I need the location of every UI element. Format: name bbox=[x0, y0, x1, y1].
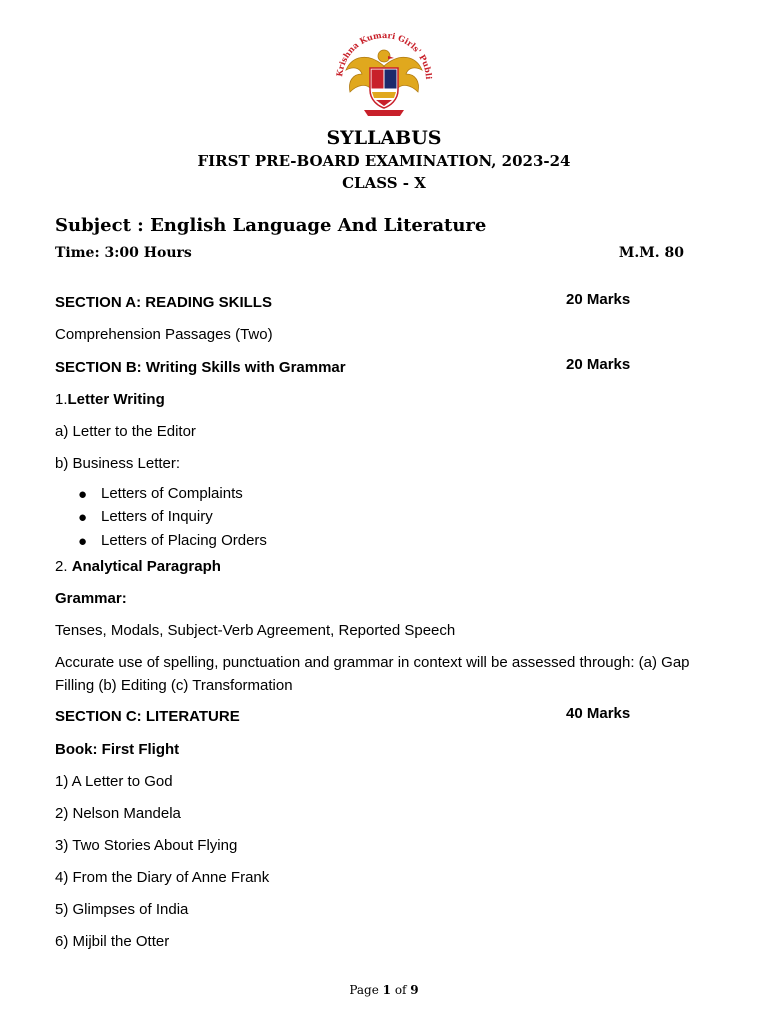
list-item: Letters of Inquiry bbox=[101, 508, 213, 525]
page-total: 9 bbox=[410, 983, 419, 997]
list-item: 1) A Letter to God bbox=[55, 773, 173, 790]
section-a-marks: 20 Marks bbox=[566, 291, 631, 308]
book-title: Book: First Flight bbox=[55, 741, 180, 758]
grammar-topics: Tenses, Modals, Subject-Verb Agreement, Reported Speech bbox=[55, 622, 456, 639]
page-number bbox=[0, 983, 768, 997]
class-title: CLASS - X bbox=[342, 174, 426, 192]
list-item: Letters of Placing Orders bbox=[101, 532, 267, 549]
page-prefix: Page bbox=[349, 983, 383, 997]
list-item: 3) Two Stories About Flying bbox=[55, 837, 238, 854]
exam-time: Time: 3:00 Hours bbox=[55, 245, 192, 261]
section-b-marks: 20 Marks bbox=[566, 356, 631, 373]
list-item: 5) Glimpses of India bbox=[55, 901, 189, 918]
page-middle: of bbox=[391, 983, 411, 997]
max-marks: M.M. 80 bbox=[618, 245, 684, 261]
item-number: 2. bbox=[55, 558, 72, 575]
analytical-paragraph-label: Analytical Paragraph bbox=[71, 558, 221, 575]
letter-type-editor: a) Letter to the Editor bbox=[55, 423, 196, 440]
school-name-arc: Krishna Kumari Girls' Publi bbox=[334, 29, 435, 80]
letter-writing-label: Letter Writing bbox=[67, 391, 165, 408]
grammar-heading: Grammar: bbox=[55, 590, 127, 607]
exam-title: FIRST PRE-BOARD EXAMINATION, 2023-24 bbox=[197, 152, 571, 170]
page-title: SYLLABUS bbox=[326, 127, 442, 149]
bullet-icon: ● bbox=[78, 533, 88, 550]
page-current: 1 bbox=[382, 983, 391, 997]
section-c-title: SECTION C: LITERATURE bbox=[55, 708, 240, 725]
section-b-title: SECTION B: Writing Skills with Grammar bbox=[55, 359, 346, 376]
item-number: 1. bbox=[55, 391, 68, 408]
section-a-content: Comprehension Passages (Two) bbox=[55, 326, 273, 343]
list-item: Letters of Complaints bbox=[101, 485, 243, 502]
section-c-marks: 40 Marks bbox=[566, 705, 631, 722]
list-item: 6) Mijbil the Otter bbox=[55, 933, 170, 950]
grammar-note: Accurate use of spelling, punctuation and grammar in context will be assessed through: (a) Gap Filling (b) Editing (c) Transformation bbox=[55, 654, 690, 694]
list-item: 2) Nelson Mandela bbox=[55, 805, 181, 822]
bullet-icon: ● bbox=[78, 486, 88, 503]
school-crest-icon bbox=[328, 22, 440, 124]
analytical-paragraph-heading bbox=[55, 555, 221, 578]
list-item: 4) From the Diary of Anne Frank bbox=[55, 869, 270, 886]
bullet-icon: ● bbox=[78, 509, 88, 526]
section-a-title: SECTION A: READING SKILLS bbox=[55, 294, 272, 311]
letter-type-business: b) Business Letter: bbox=[55, 455, 181, 472]
letter-writing-heading bbox=[55, 388, 165, 411]
subject-heading: Subject : English Language And Literature bbox=[55, 215, 487, 236]
